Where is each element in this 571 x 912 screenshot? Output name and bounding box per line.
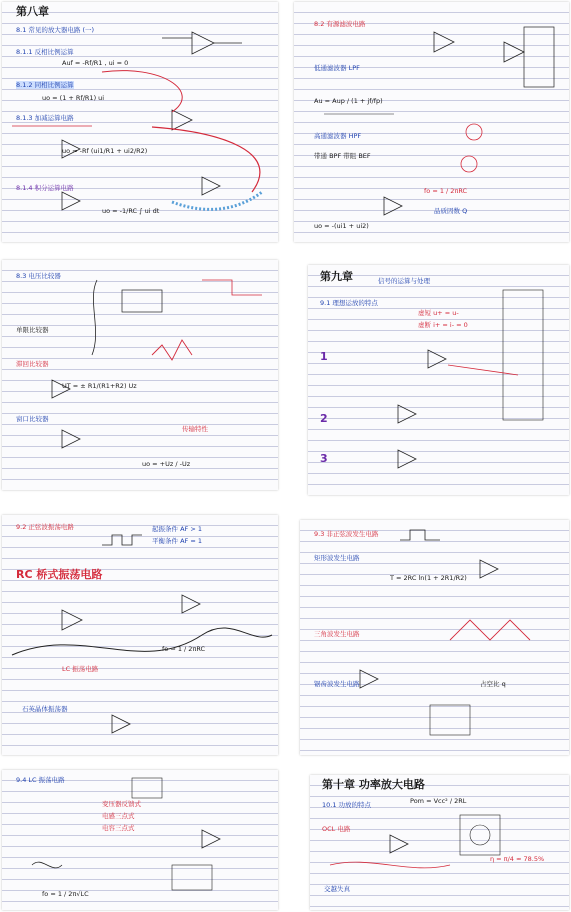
note-line: 9.1 理想运放的特点 (320, 299, 378, 307)
section-number: 1 (320, 350, 328, 363)
note-line: 窗口比较器 (16, 415, 49, 423)
note-line: 交越失真 (324, 885, 350, 893)
notebook-page-7 (2, 770, 278, 910)
note-line: 电容三点式 (102, 824, 135, 832)
note-line: 9.4 LC 振荡电路 (16, 776, 65, 784)
note-line: 8.1.1 反相比例运算 (16, 48, 74, 56)
note-line: 传输特性 (182, 425, 208, 433)
note-line: 变压器反馈式 (102, 800, 141, 808)
note-line: uo = (1 + Rf/R1) ui (42, 94, 105, 102)
note-line: RC 桥式振荡电路 (16, 568, 103, 581)
note-line: uo = -1/RC ∫ ui dt (102, 207, 160, 215)
section-number: 3 (320, 452, 328, 465)
filter-sketch (294, 2, 569, 242)
oscillator-sketch (2, 515, 278, 755)
note-line: 虚断 i+ = i- = 0 (418, 321, 468, 329)
chapter-heading: 第八章 (16, 5, 49, 18)
note-line: 单限比较器 (16, 326, 49, 334)
note-line: 矩形波发生电路 (314, 554, 360, 562)
notebook-page-3 (2, 260, 278, 490)
note-line: Pom = Vcc² / 2RL (410, 797, 467, 805)
note-line: uo = -Rf (ui1/R1 + ui2/R2) (62, 147, 148, 155)
note-line: 8.1 常见的放大器电路 (一) (16, 26, 95, 34)
notebook-page-2 (294, 2, 569, 242)
note-line: 8.1.2 同相比例运算 (16, 81, 74, 89)
note-line: Au = Aup / (1 + jf/fp) (314, 97, 383, 105)
note-line: 石英晶体振荡器 (22, 705, 68, 713)
note-line: Auf = -Rf/R1 , ui = 0 (62, 59, 129, 67)
note-line: T = 2RC ln(1 + 2R1/R2) (390, 574, 467, 582)
note-line: OCL 电路 (322, 825, 351, 833)
note-line: 9.2 正弦波振荡电路 (16, 523, 74, 531)
note-line: 起振条件 AF > 1 (152, 525, 202, 533)
notebook-page-4 (308, 265, 569, 495)
note-line: 带通 BPF 带阻 BEF (314, 152, 371, 160)
note-line: 信号的运算与处理 (378, 277, 430, 285)
note-line: 滞回比较器 (16, 360, 49, 368)
chapter-heading: 第十章 功率放大电路 (322, 778, 425, 791)
opamp-sketch (2, 2, 278, 242)
note-line: 8.1.3 加减运算电路 (16, 114, 74, 122)
note-line: 品质因数 Q (434, 207, 468, 215)
note-line: 8.2 有源滤波电路 (314, 20, 366, 28)
opamp-sketch (308, 265, 569, 495)
note-line: 锯齿波发生电路 (314, 680, 360, 688)
note-line: uo = +Uz / -Uz (142, 460, 191, 468)
note-line: 8.1.4 积分运算电路 (16, 184, 74, 192)
note-line: uo = -(ui1 + ui2) (314, 222, 369, 230)
note-line: 占空比 q (480, 680, 506, 688)
notebook-page-5 (2, 515, 278, 755)
note-line: 平衡条件 AF = 1 (152, 537, 202, 545)
comparator-sketch (2, 260, 278, 490)
lc-sketch (2, 770, 278, 910)
note-line: η = π/4 ≈ 78.5% (490, 855, 545, 863)
note-line: 电感三点式 (102, 812, 135, 820)
note-line: 三角波发生电路 (314, 630, 360, 638)
note-line: fo = 1 / 2πRC (424, 187, 468, 195)
note-line: 低通滤波器 LPF (314, 64, 360, 72)
notebook-page-1 (2, 2, 278, 242)
note-line: 9.3 非正弦波发生电路 (314, 530, 379, 538)
note-line: 10.1 功放的特点 (322, 801, 372, 809)
note-line: 虚短 u+ = u- (418, 309, 459, 317)
note-line: fo = 1 / 2π√LC (42, 890, 89, 898)
note-line: 8.3 电压比较器 (16, 272, 61, 280)
notebook-page-8 (310, 775, 569, 910)
chapter-heading: 第九章 (320, 270, 353, 283)
notebook-page-6 (300, 520, 569, 755)
note-line: UT = ± R1/(R1+R2) Uz (62, 382, 137, 390)
waveform-sketch (300, 520, 569, 755)
note-line: 高通滤波器 HPF (314, 132, 362, 140)
amplifier-sketch (310, 775, 569, 910)
section-number: 2 (320, 412, 328, 425)
note-line: LC 振荡电路 (62, 665, 99, 673)
note-line: fo = 1 / 2πRC (162, 645, 206, 653)
